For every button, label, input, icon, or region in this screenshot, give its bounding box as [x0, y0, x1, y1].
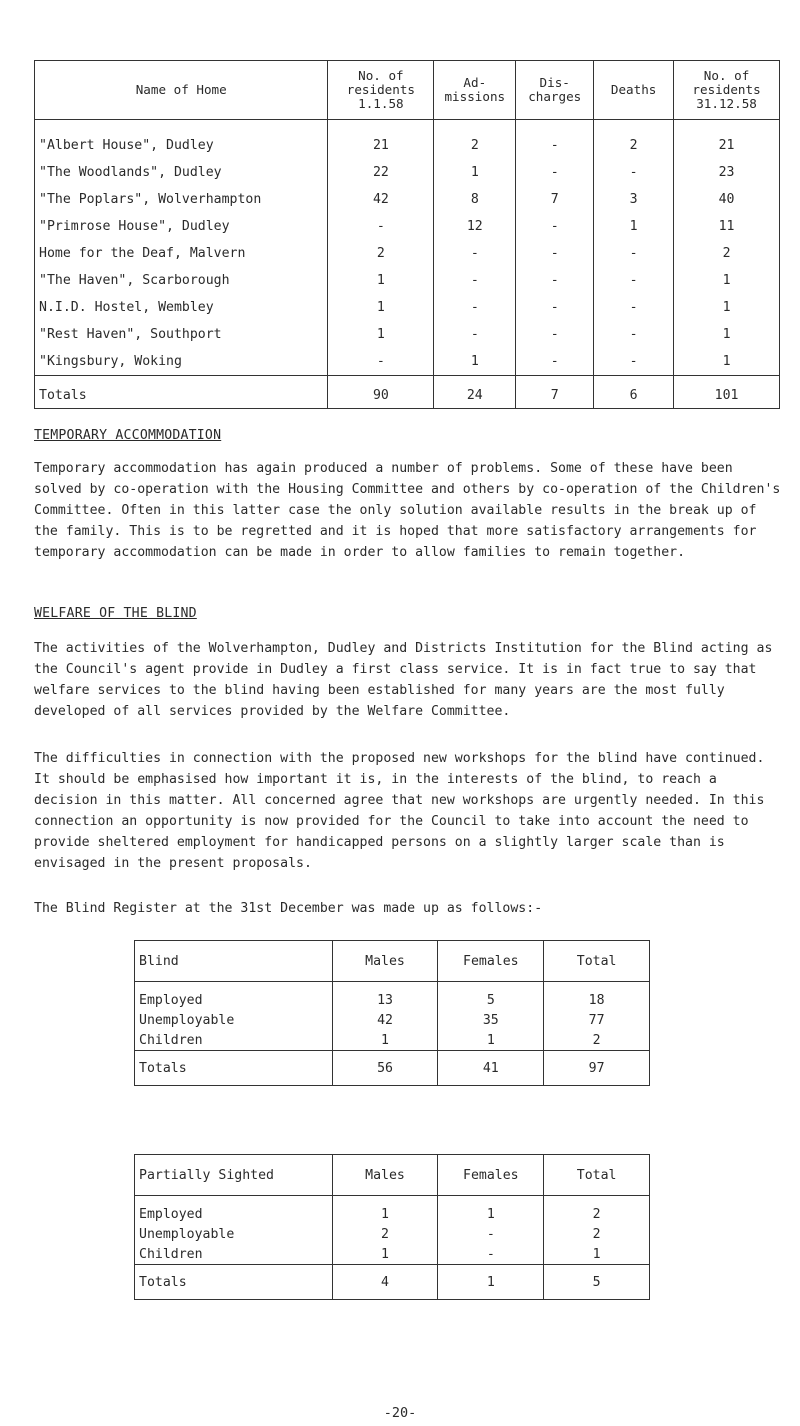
homes-header-row: [35, 61, 780, 120]
deaths: -: [594, 294, 674, 321]
partial-header-row: [135, 1155, 650, 1196]
total: 2: [544, 1030, 650, 1051]
home-name: "Rest Haven", Southport: [35, 321, 328, 348]
temporary-accommodation-text: [34, 458, 784, 563]
home-name: N.I.D. Hostel, Wembley: [35, 294, 328, 321]
males: 42: [332, 1010, 438, 1030]
total-discharges: 7: [516, 376, 594, 409]
residents-start: 1: [328, 321, 434, 348]
residents-end: 1: [674, 321, 780, 348]
females: 1: [438, 1030, 544, 1051]
residents-start: 2: [328, 240, 434, 267]
welfare-text-2: The difficulties in connection with the proposed new workshops for the blind have continued. It should be emphasised how important it is, in the interests of the blind, to reach a decision in this matter. All concerned agree that new workshops are urgently needed. In this connection an opportunity is now provided for the Council to take into account the need to provide sheltered employment for handicapped persons on a slightly larger scale than is envisaged in the present proposals.: [34, 751, 765, 871]
header-females: Females: [438, 1155, 544, 1196]
males: 13: [332, 982, 438, 1011]
discharges: -: [516, 348, 594, 376]
totals-label: Totals: [135, 1265, 333, 1300]
total: 77: [544, 1010, 650, 1030]
table-row: [135, 1244, 650, 1265]
welfare-paragraph-1: [34, 638, 784, 722]
table-row: [135, 1196, 650, 1225]
homes-table: [34, 60, 780, 409]
header-males: Males: [332, 1155, 438, 1196]
deaths: -: [594, 267, 674, 294]
deaths: -: [594, 348, 674, 376]
header-males: Males: [332, 941, 438, 982]
females: -: [438, 1244, 544, 1265]
table-row: [35, 321, 780, 348]
deaths: 1: [594, 213, 674, 240]
males: 2: [332, 1224, 438, 1244]
admissions: -: [434, 240, 516, 267]
discharges: -: [516, 120, 594, 160]
header-discharges: Dis- charges: [516, 61, 594, 120]
residents-start: -: [328, 213, 434, 240]
admissions: 1: [434, 159, 516, 186]
totals-label: Totals: [135, 1051, 333, 1086]
home-name: Home for the Deaf, Malvern: [35, 240, 328, 267]
temporary-accommodation-heading: TEMPORARY ACCOMMODATION: [34, 428, 222, 443]
residents-end: 1: [674, 267, 780, 294]
header-name-of-home: Name of Home: [35, 61, 328, 120]
welfare-text-1: The activities of the Wolverhampton, Dudley and Districts Institution for the Blind acting as the Council's agent provide in Dudley a first class service. It is in fact true to say that welfare services to the blind having been established for many years are the most fully developed of all services provided by the Welfare Committee.: [34, 641, 773, 719]
table-row: [35, 213, 780, 240]
discharges: -: [516, 267, 594, 294]
category: Unemployable: [135, 1224, 333, 1244]
home-name: "Kingsbury, Woking: [35, 348, 328, 376]
welfare-blind-heading: WELFARE OF THE BLIND: [34, 606, 197, 621]
category: Unemployable: [135, 1010, 333, 1030]
admissions: -: [434, 294, 516, 321]
total-males: 56: [332, 1051, 438, 1086]
admissions: -: [434, 267, 516, 294]
category: Employed: [135, 1196, 333, 1225]
total: 2: [544, 1196, 650, 1225]
males: 1: [332, 1244, 438, 1265]
residents-start: 42: [328, 186, 434, 213]
home-name: "The Woodlands", Dudley: [35, 159, 328, 186]
temporary-paragraph: Temporary accommodation has again produced a number of problems. Some of these have been solved by co-operation with the Housing Committee and others by co-operation of the Children's Committee. Often in this latter case the only solution available results in the break up of the family. This is to be regretted and it is hoped that more satisfactory arrangements for temporary accommodation can be made in order to allow families to remain together.: [34, 461, 781, 560]
welfare-paragraph-3: [34, 898, 784, 919]
residents-end: 1: [674, 348, 780, 376]
residents-start: 21: [328, 120, 434, 160]
residents-start: 22: [328, 159, 434, 186]
residents-end: 1: [674, 294, 780, 321]
total: 1: [544, 1244, 650, 1265]
table-row: [35, 348, 780, 376]
discharges: -: [516, 240, 594, 267]
discharges: -: [516, 294, 594, 321]
table-row: [135, 1010, 650, 1030]
table-row: [35, 294, 780, 321]
residents-end: 21: [674, 120, 780, 160]
total-residents-start: 90: [328, 376, 434, 409]
home-name: "The Poplars", Wolverhampton: [35, 186, 328, 213]
residents-start: 1: [328, 294, 434, 321]
residents-end: 40: [674, 186, 780, 213]
females: 1: [438, 1196, 544, 1225]
residents-start: 1: [328, 267, 434, 294]
total-males: 4: [332, 1265, 438, 1300]
males: 1: [332, 1030, 438, 1051]
blind-header-row: [135, 941, 650, 982]
table-row: [35, 240, 780, 267]
residents-end: 2: [674, 240, 780, 267]
header-total: Total: [544, 1155, 650, 1196]
total-females: 1: [438, 1265, 544, 1300]
residents-end: 11: [674, 213, 780, 240]
category: Children: [135, 1244, 333, 1265]
total-females: 41: [438, 1051, 544, 1086]
total-total: 97: [544, 1051, 650, 1086]
header-residents-start: No. of residents 1.1.58: [328, 61, 434, 120]
males: 1: [332, 1196, 438, 1225]
admissions: 1: [434, 348, 516, 376]
admissions: 2: [434, 120, 516, 160]
total: 2: [544, 1224, 650, 1244]
discharges: 7: [516, 186, 594, 213]
totals-label: Totals: [35, 376, 328, 409]
category: Children: [135, 1030, 333, 1051]
residents-start: -: [328, 348, 434, 376]
home-name: "Primrose House", Dudley: [35, 213, 328, 240]
totals-row: [135, 1051, 650, 1086]
welfare-text-3: The Blind Register at the 31st December was made up as follows:-: [34, 901, 543, 916]
home-name: "The Haven", Scarborough: [35, 267, 328, 294]
females: -: [438, 1224, 544, 1244]
totals-row: [35, 376, 780, 409]
deaths: -: [594, 240, 674, 267]
discharges: -: [516, 213, 594, 240]
admissions: 8: [434, 186, 516, 213]
residents-end: 23: [674, 159, 780, 186]
deaths: -: [594, 159, 674, 186]
total-total: 5: [544, 1265, 650, 1300]
header-residents-end: No. of residents 31.12.58: [674, 61, 780, 120]
table-row: [35, 186, 780, 213]
total: 18: [544, 982, 650, 1011]
blind-register-table: [134, 940, 650, 1086]
total-deaths: 6: [594, 376, 674, 409]
females: 5: [438, 982, 544, 1011]
table-row: [35, 159, 780, 186]
partially-sighted-table: [134, 1154, 650, 1300]
table-row: [135, 1030, 650, 1051]
admissions: 12: [434, 213, 516, 240]
header-females: Females: [438, 941, 544, 982]
deaths: 3: [594, 186, 674, 213]
table-row: [135, 1224, 650, 1244]
deaths: -: [594, 321, 674, 348]
females: 35: [438, 1010, 544, 1030]
header-partially-sighted: Partially Sighted: [135, 1155, 333, 1196]
table-row: [35, 267, 780, 294]
home-name: "Albert House", Dudley: [35, 120, 328, 160]
table-row: [135, 982, 650, 1011]
header-blind: Blind: [135, 941, 333, 982]
discharges: -: [516, 159, 594, 186]
welfare-paragraph-2: [34, 748, 784, 874]
total-residents-end: 101: [674, 376, 780, 409]
table-row: [35, 120, 780, 160]
header-total: Total: [544, 941, 650, 982]
discharges: -: [516, 321, 594, 348]
page-number: -20-: [383, 1405, 417, 1421]
deaths: 2: [594, 120, 674, 160]
admissions: -: [434, 321, 516, 348]
category: Employed: [135, 982, 333, 1011]
header-admissions: Ad- missions: [434, 61, 516, 120]
header-deaths: Deaths: [594, 61, 674, 120]
totals-row: [135, 1265, 650, 1300]
total-admissions: 24: [434, 376, 516, 409]
